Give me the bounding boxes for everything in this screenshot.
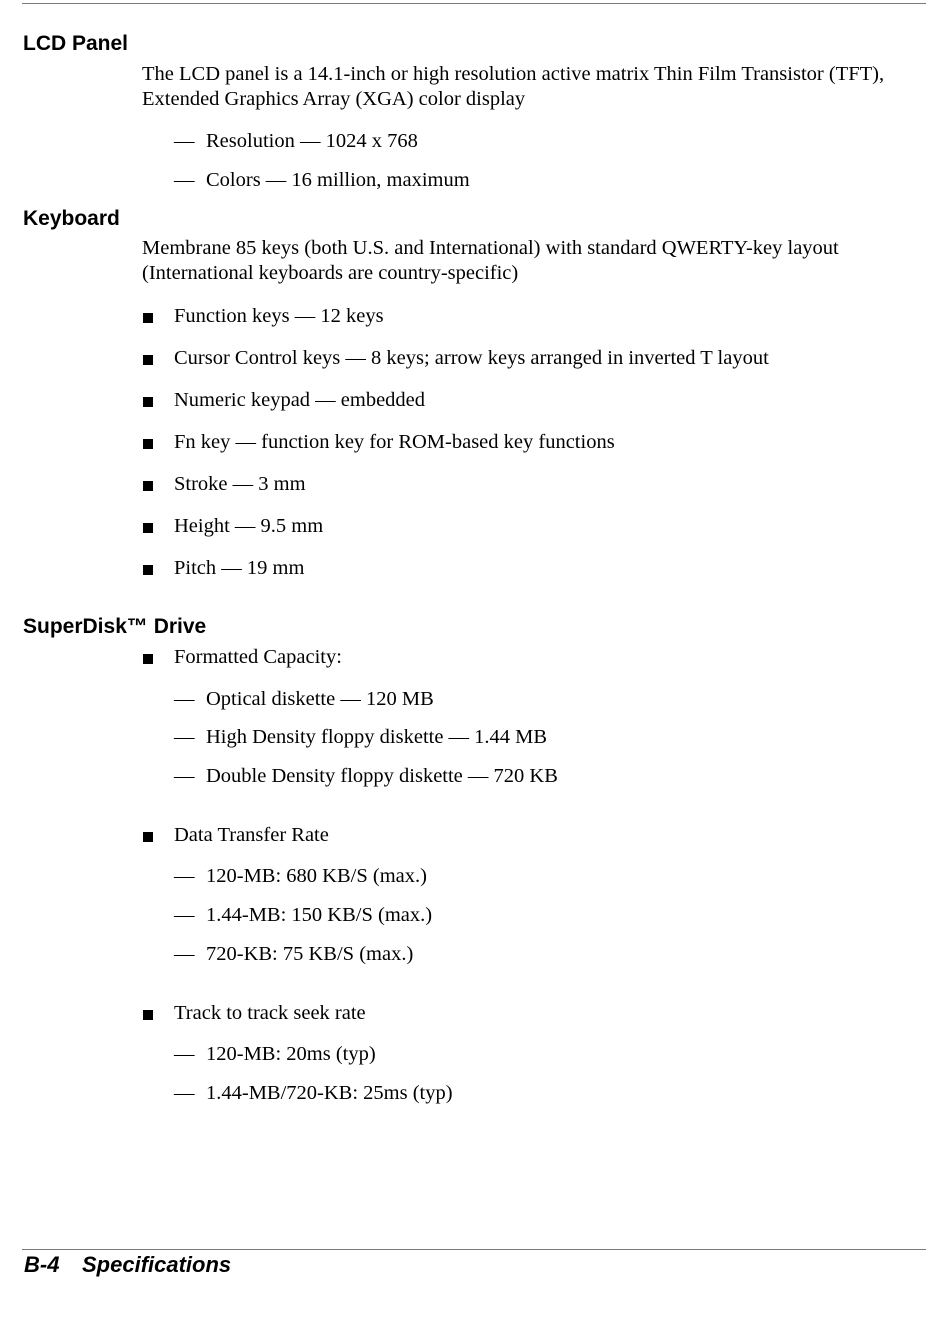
superdisk-subitem: 120-MB: 20ms (typ) [206,1043,376,1065]
bullet-icon [143,654,153,664]
bullet-icon [143,355,153,365]
dash-marker: — [174,726,195,748]
dash-marker: — [174,169,195,191]
lcd-panel-heading: LCD Panel [23,32,129,55]
keyboard-description: Membrane 85 keys (both U.S. and International) with standard QWERTY-key layout (International keyboards are country-specific) [142,237,839,284]
superdisk-subitem: 1.44-MB/720-KB: 25ms (typ) [206,1082,453,1104]
keyboard-item-height: Height — 9.5 mm [174,515,324,537]
superdisk-subitem: Optical diskette — 120 MB [206,688,434,710]
bullet-icon [143,523,153,533]
lcd-item-resolution: Resolution — 1024 x 768 [206,130,418,152]
keyboard-item-fn-key: Fn key — function key for ROM-based key functions [174,431,615,453]
footer-rule [22,1249,926,1250]
dash-marker: — [174,943,195,965]
superdisk-group-label: Data Transfer Rate [174,824,329,846]
superdisk-subitem: 1.44-MB: 150 KB/S (max.) [206,904,433,926]
dash-marker: — [174,765,195,787]
superdisk-subitem: High Density floppy diskette — 1.44 MB [206,726,548,748]
dash-marker: — [174,130,195,152]
dash-marker: — [174,688,195,710]
page-footer [24,1252,231,1278]
page-number: B-4 [24,1252,60,1277]
dash-marker: — [174,904,195,926]
dash-marker: — [174,1082,195,1104]
superdisk-group-label: Formatted Capacity: [174,646,342,668]
lcd-item-colors: Colors — 16 million, maximum [206,169,470,191]
bullet-icon [143,1010,153,1020]
superdisk-group-label: Track to track seek rate [174,1002,366,1024]
bullet-icon [143,313,153,323]
keyboard-item-cursor-control: Cursor Control keys — 8 keys; arrow keys arranged in inverted T layout [174,347,769,369]
bullet-icon [143,481,153,491]
header-rule [22,3,926,4]
dash-marker: — [174,1043,195,1065]
superdisk-subitem: 720-KB: 75 KB/S (max.) [206,943,414,965]
keyboard-item-function-keys: Function keys — 12 keys [174,305,384,327]
keyboard-item-numeric-keypad: Numeric keypad — embedded [174,389,426,411]
keyboard-item-pitch: Pitch — 19 mm [174,557,305,579]
keyboard-item-stroke: Stroke — 3 mm [174,473,306,495]
superdisk-heading: SuperDisk™ Drive [23,615,207,638]
bullet-icon [143,565,153,575]
dash-marker: — [174,865,195,887]
keyboard-heading: Keyboard [23,207,120,230]
bullet-icon [143,397,153,407]
bullet-icon [143,832,153,842]
superdisk-subitem: Double Density floppy diskette — 720 KB [206,765,558,787]
bullet-icon [143,439,153,449]
superdisk-subitem: 120-MB: 680 KB/S (max.) [206,865,427,887]
section-title: Specifications [82,1252,232,1277]
lcd-panel-description: The LCD panel is a 14.1-inch or high resolution active matrix Thin Film Transistor (TFT), Extended Graphics Array (XGA) color display [142,63,885,110]
